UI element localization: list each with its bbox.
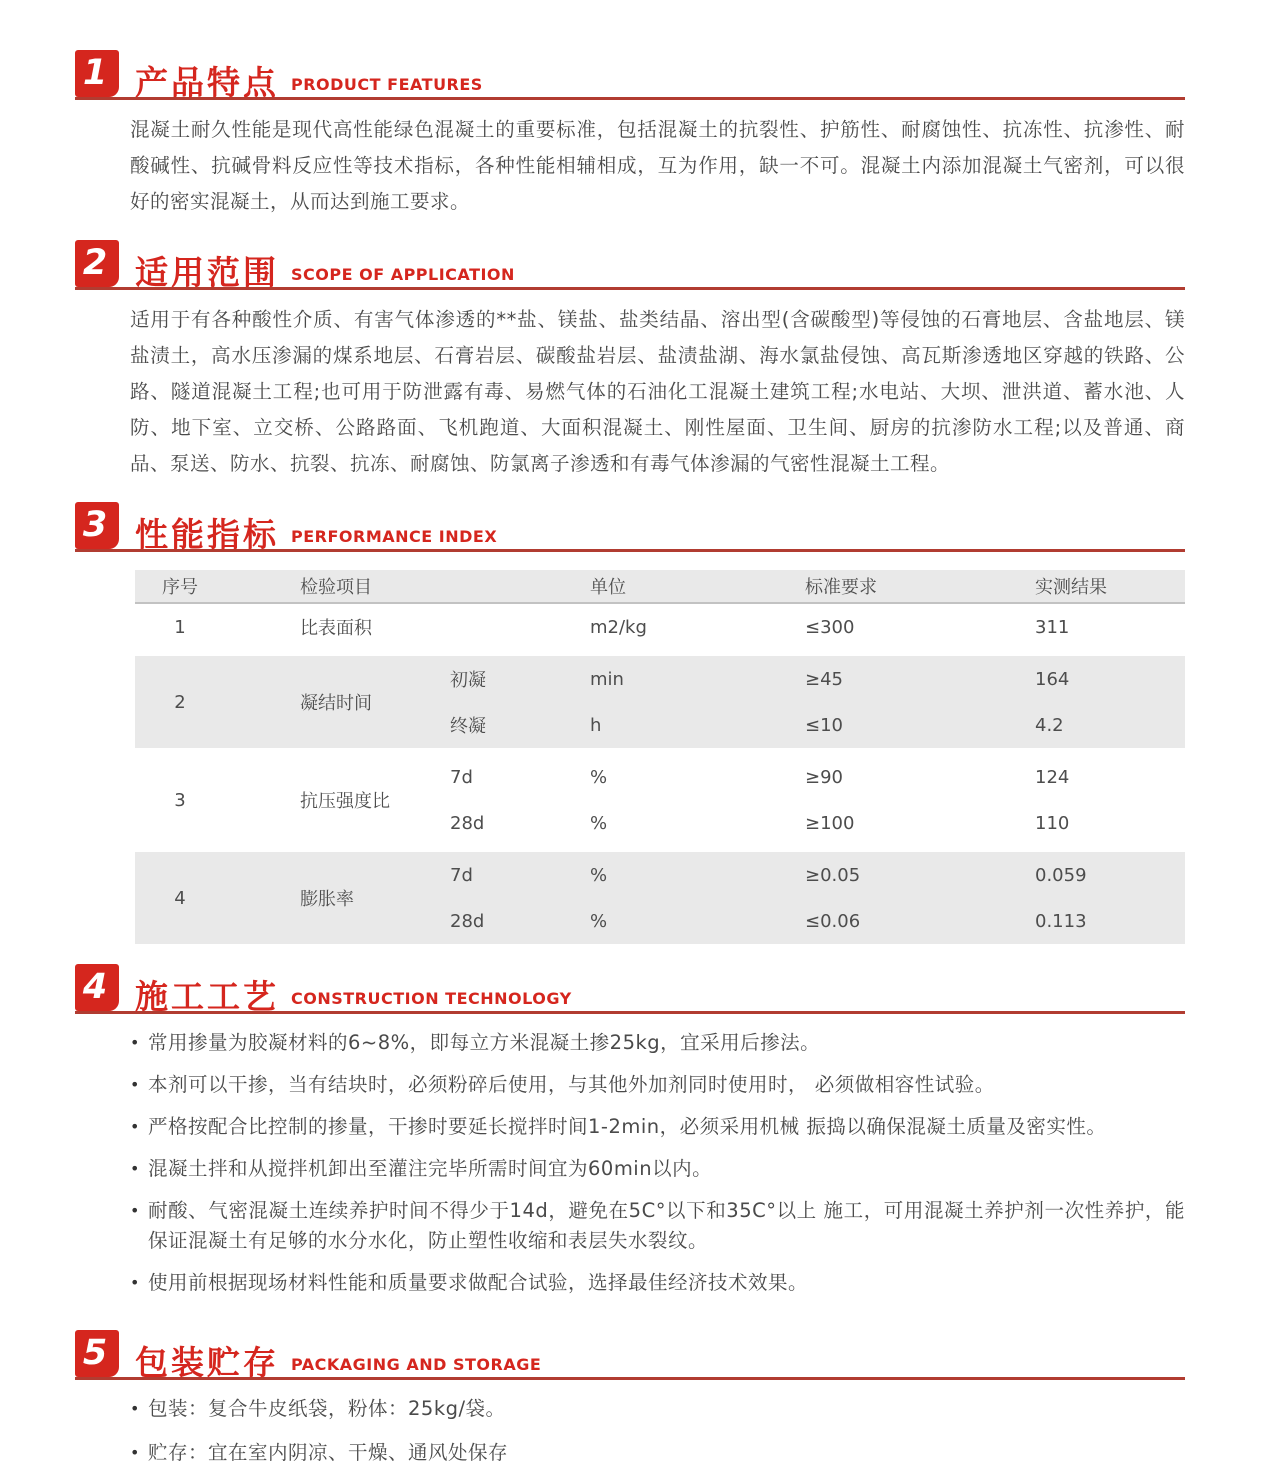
standard-requirement-cell: ≥0.05 [805, 864, 861, 886]
measured-result-cell: 4.2 [1035, 714, 1064, 736]
section-2-number-badge [75, 240, 119, 287]
section-5-subtitle-en: PACKAGING AND STORAGE [291, 1355, 542, 1374]
bullet-text: 混凝土拌和从搅拌机卸出至灌注完毕所需时间宜为60min以内。 [148, 1157, 713, 1180]
section-1-number: 1 [82, 53, 108, 93]
section-2-subtitle-en: SCOPE OF APPLICATION [291, 265, 515, 284]
table-header-cell: 单位 [590, 577, 626, 598]
bullet-item [130, 1196, 1185, 1256]
measured-result-cell: 110 [1035, 812, 1070, 834]
bullet-text: 本剂可以干掺，当有结块时，必须粉碎后使用，与其他外加剂同时使用时， 必须做相容性试验。 [148, 1073, 995, 1096]
table-row [135, 604, 1185, 650]
section-1-paragraph: 混凝土耐久性能是现代高性能绿色混凝土的重要标准，包括混凝土的抗裂性、护筋性、耐腐蚀性、抗冻性、抗渗性、耐酸碱性、抗碱骨料反应性等技术指标，各种性能相辅相成，互为作用，缺一不可。混凝土内添加混凝土气密剂，可以很好的密实混凝土，从而达到施工要求。 [130, 118, 1185, 213]
bullet-item [130, 1070, 1185, 1100]
section-2-paragraph: 适用于有各种酸性介质、有害气体渗透的**盐、镁盐、盐类结晶、溶出型(含碳酸型)等侵蚀的石膏地层、含盐地层、镁盐渍土，高水压渗漏的煤系地层、石膏岩层、碳酸盐岩层、盐渍盐湖、海水氯盐侵蚀、高瓦斯渗透地区穿越的铁路、公路、隧道混凝土工程;也可用于防泄露有毒、易燃气体的石油化工混凝土建筑工程;水电站、大坝、泄洪道、蓄水池、人防、地下室、立交桥、公路路面、飞机跑道、大面积混凝土、刚性屋面、卫生间、厨房的抗渗防水工程;以及普通、商品、泵送、防水、抗裂、抗冻、耐腐蚀、防氯离子渗透和有毒气体渗漏的气密性混凝土工程。 [130, 308, 1185, 475]
inspection-item-cell: 抗压强度比 [300, 791, 390, 812]
table-header-cell: 标准要求 [805, 577, 877, 598]
standard-requirement-cell: ≤10 [805, 714, 843, 736]
section-5-title: 包装贮存 [135, 1343, 279, 1382]
unit-cell: % [590, 766, 608, 788]
spec-cell: 7d [450, 864, 473, 886]
unit-cell: m2/kg [590, 616, 647, 638]
measured-result-cell: 164 [1035, 668, 1070, 690]
spec-cell [450, 604, 590, 650]
row-number-cell: 4 [174, 887, 186, 909]
bullet-dot-icon: • [130, 1273, 140, 1292]
row-number-cell: 2 [174, 691, 186, 713]
section-1-subtitle-en: PRODUCT FEATURES [291, 75, 483, 94]
inspection-item-cell: 膨胀率 [300, 889, 354, 910]
performance-table [135, 570, 1185, 944]
bullet-item [130, 1154, 1185, 1184]
section-4-number: 4 [82, 967, 108, 1007]
section-4-header [75, 964, 1185, 1014]
table-header-cell: 检验项目 [300, 577, 372, 598]
bullet-item [130, 1438, 1185, 1468]
bullet-dot-icon: • [130, 1159, 140, 1178]
section-3-title: 性能指标 [135, 515, 279, 554]
table-row [135, 656, 1185, 748]
unit-cell: h [590, 714, 602, 736]
table-header-cell [450, 570, 590, 602]
bullet-dot-icon: • [130, 1443, 140, 1462]
section-construction-technology [75, 964, 1185, 1298]
spec-cell: 初凝 [450, 670, 486, 691]
section-4-title: 施工工艺 [135, 977, 279, 1016]
section-5-header [75, 1330, 1185, 1380]
bullet-item [130, 1112, 1185, 1142]
section-1-title: 产品特点 [135, 63, 279, 102]
bullet-dot-icon: • [130, 1117, 140, 1136]
section-packaging-storage [75, 1330, 1185, 1468]
standard-requirement-cell: ≥90 [805, 766, 843, 788]
bullet-text: 常用掺量为胶凝材料的6~8%，即每立方米混凝土掺25kg，宜采用后掺法。 [148, 1031, 821, 1054]
bullet-dot-icon: • [130, 1033, 140, 1052]
unit-cell: % [590, 910, 608, 932]
measured-result-cell: 311 [1035, 616, 1070, 638]
table-header-cell: 序号 [162, 577, 198, 598]
bullet-text: 使用前根据现场材料性能和质量要求做配合试验，选择最佳经济技术效果。 [148, 1271, 809, 1294]
spec-cell: 28d [450, 910, 485, 932]
standard-requirement-cell: ≥45 [805, 668, 843, 690]
standard-requirement-cell: ≥100 [805, 812, 855, 834]
bullet-dot-icon: • [130, 1075, 140, 1094]
bullet-dot-icon: • [130, 1201, 140, 1220]
section-3-header [75, 502, 1185, 552]
section-3-number: 3 [82, 505, 108, 545]
spec-cell: 28d [450, 812, 485, 834]
row-number-cell: 1 [174, 616, 186, 638]
table-row [135, 852, 1185, 944]
measured-result-cell: 124 [1035, 766, 1070, 788]
bullet-text: 耐酸、气密混凝土连续养护时间不得少于14d，避免在5C°以下和35C°以上 施工，可用混凝土养护剂一次性养护，能保证混凝土有足够的水分水化，防止塑性收缩和表层失水裂纹。 [148, 1199, 1185, 1252]
bullet-text: 贮存：宜在室内阴凉、干燥、通风处保存 [148, 1441, 509, 1464]
construction-bullet-list [130, 1028, 1185, 1298]
section-3-subtitle-en: PERFORMANCE INDEX [291, 527, 498, 546]
spec-cell: 终凝 [450, 716, 486, 737]
section-3-number-badge [75, 502, 119, 549]
bullet-item [130, 1394, 1185, 1424]
spec-cell: 7d [450, 766, 473, 788]
standard-requirement-cell: ≤300 [805, 616, 855, 638]
section-scope-of-application [75, 240, 1185, 482]
measured-result-cell: 0.059 [1035, 864, 1087, 886]
section-4-number-badge [75, 964, 119, 1011]
unit-cell: % [590, 812, 608, 834]
section-2-number: 2 [82, 243, 108, 283]
measured-result-cell: 0.113 [1035, 910, 1087, 932]
unit-cell: % [590, 864, 608, 886]
section-5-number: 5 [82, 1333, 108, 1373]
standard-requirement-cell: ≤0.06 [805, 910, 861, 932]
table-header-row [135, 570, 1185, 604]
section-product-features [75, 50, 1185, 220]
section-4-subtitle-en: CONSTRUCTION TECHNOLOGY [291, 989, 572, 1008]
bullet-item [130, 1268, 1185, 1298]
section-2-header [75, 240, 1185, 290]
inspection-item-cell: 比表面积 [300, 618, 372, 639]
bullet-text: 包装：复合牛皮纸袋，粉体：25kg/袋。 [148, 1397, 506, 1420]
table-header-cell: 实测结果 [1035, 577, 1107, 598]
section-performance-index [75, 502, 1185, 944]
bullet-dot-icon: • [130, 1399, 140, 1418]
section-1-number-badge [75, 50, 119, 97]
section-2-title: 适用范围 [135, 253, 279, 292]
unit-cell: min [590, 668, 624, 690]
bullet-item [130, 1028, 1185, 1058]
table-row [135, 754, 1185, 846]
packaging-bullet-list [130, 1394, 1185, 1468]
inspection-item-cell: 凝结时间 [300, 693, 372, 714]
bullet-text: 严格按配合比控制的掺量，干掺时要延长搅拌时间1-2min，必须采用机械 振捣以确保混凝土质量及密实性。 [148, 1115, 1107, 1138]
section-5-number-badge [75, 1330, 119, 1377]
row-number-cell: 3 [174, 789, 186, 811]
section-1-header [75, 50, 1185, 100]
